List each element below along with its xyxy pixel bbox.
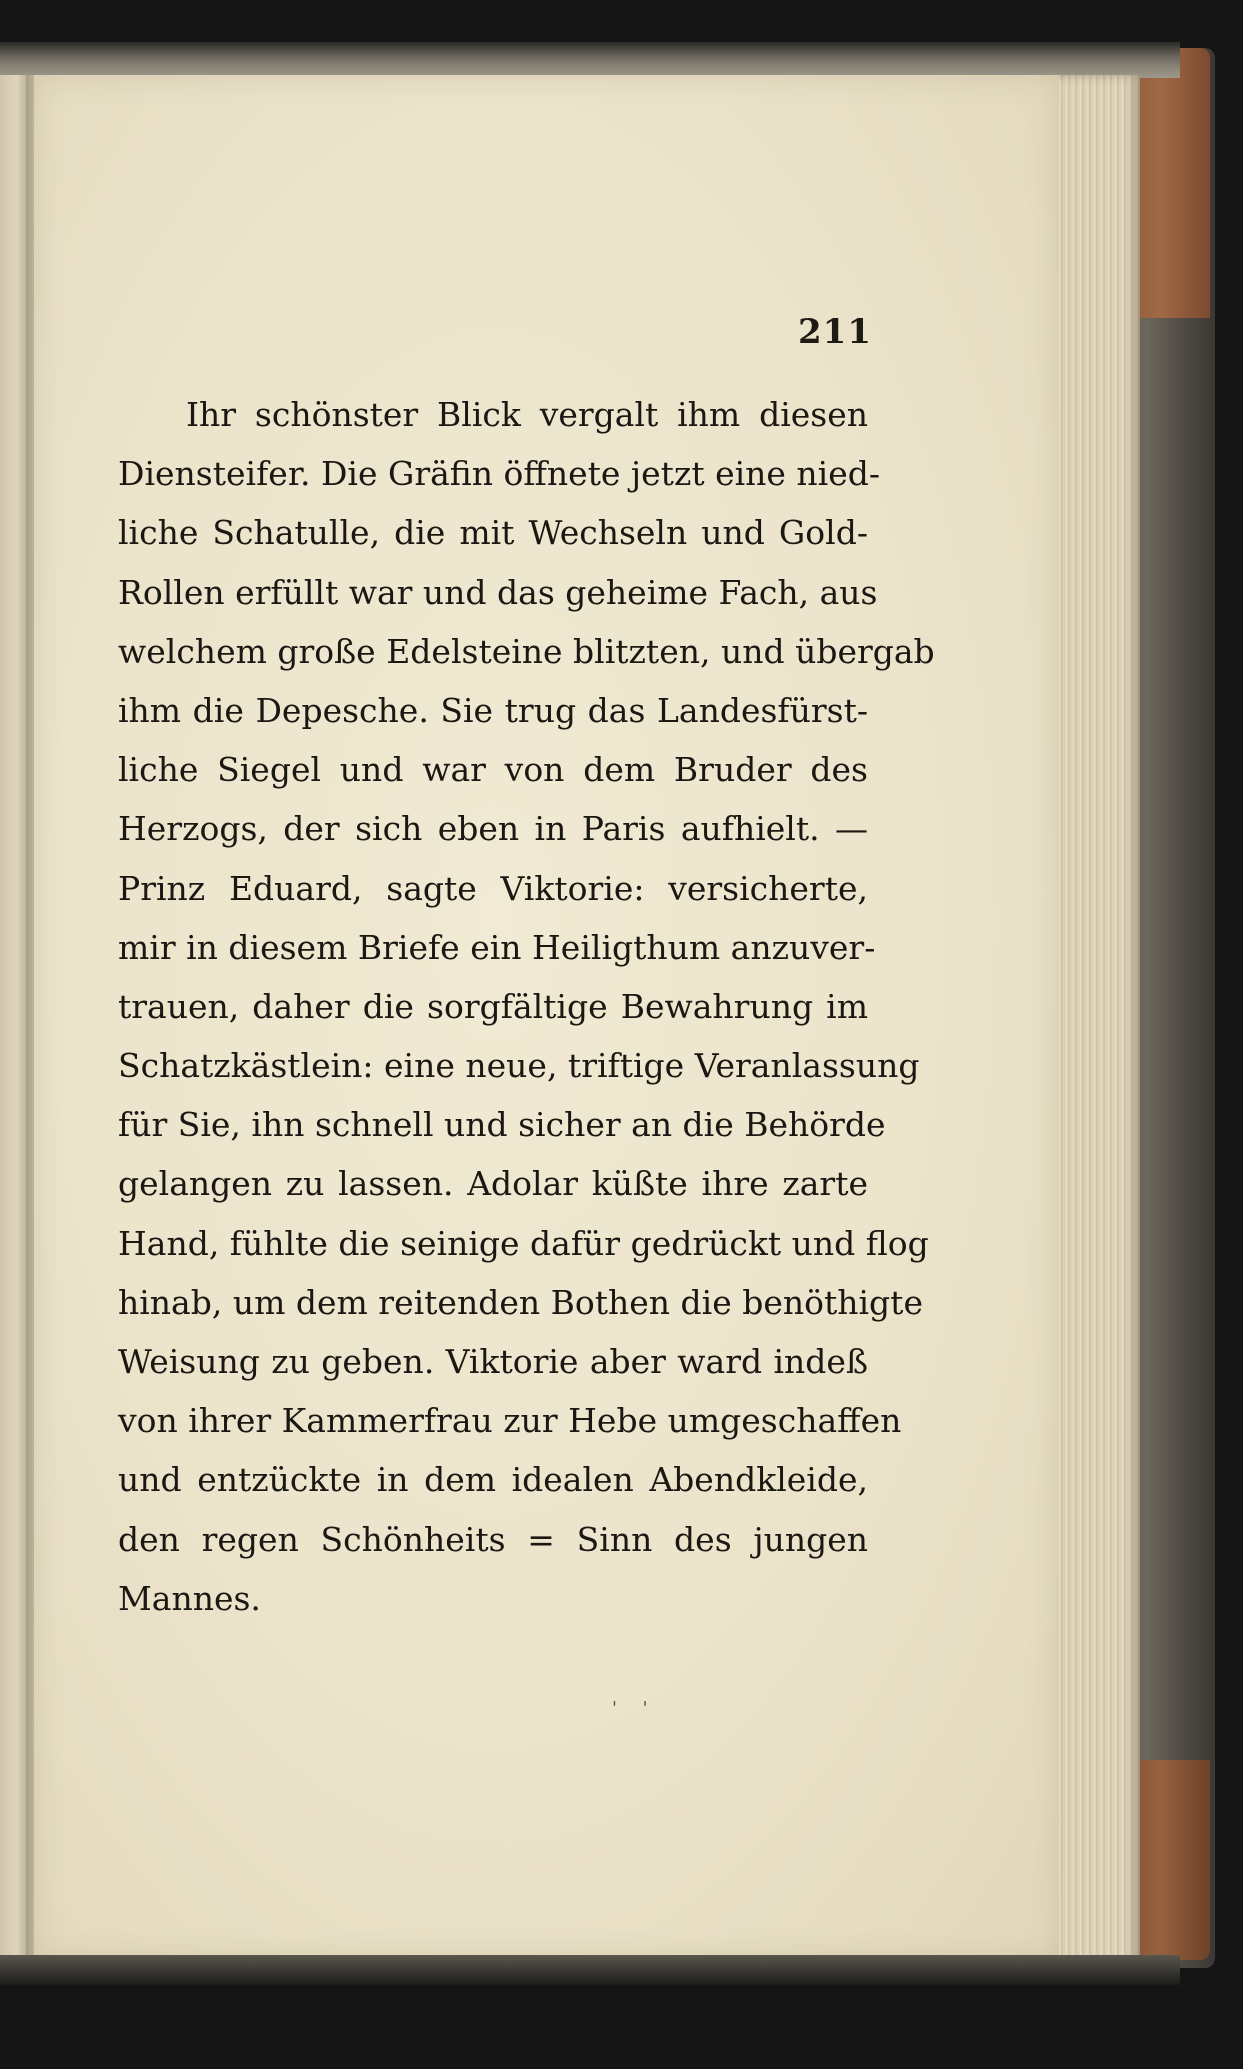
page-block-edge — [1050, 75, 1140, 1965]
text-line: hinab, um dem reitenden Bothen die benöthigte — [118, 1282, 923, 1322]
text-line: Rollen erfüllt war und das geheime Fach, aus — [118, 572, 878, 612]
printer-mark: ' ' — [612, 1698, 658, 1719]
text-line: liche Schatulle, die mit Wechseln und Gold- — [118, 513, 868, 553]
text-line: Herzogs, der sich eben in Paris aufhielt. — — [118, 809, 868, 849]
text-line: von ihrer Kammerfrau zur Hebe umgeschaffen — [118, 1401, 902, 1441]
text-line: Mannes. — [118, 1578, 261, 1618]
text-line: Prinz Eduard, sagte Viktorie: versicherte, — [118, 868, 868, 908]
text-line: liche Siegel und war von dem Bruder des — [118, 750, 868, 790]
text-line: Ihr schönster Blick vergalt ihm diesen — [186, 395, 868, 434]
text-line: mir in diesem Briefe ein Heiligthum anzuver- — [118, 927, 876, 967]
text-line: den regen Schönheits = Sinn des jungen — [118, 1519, 868, 1559]
text-line: Diensteifer. Die Gräfin öffnete jetzt eine nied- — [118, 454, 881, 494]
text-line: ihm die Depesche. Sie trug das Landesfürst- — [118, 690, 868, 730]
text-line: welchem große Edelsteine blitzten, und übergab — [118, 631, 935, 671]
text-line: und entzückte in dem idealen Abendkleide, — [118, 1460, 868, 1500]
text-line: gelangen zu lassen. Adolar küßte ihre zarte — [118, 1164, 868, 1204]
text-line: Weisung zu geben. Viktorie aber ward indeß — [118, 1342, 868, 1381]
text-line: trauen, daher die sorgfältige Bewahrung im — [118, 986, 868, 1026]
binding-top-edge — [0, 42, 1180, 78]
text-line: Hand, fühlte die seinige dafür gedrückt und flog — [118, 1223, 929, 1263]
facing-page-sliver — [0, 75, 28, 1955]
text-line: für Sie, ihn schnell und sicher an die Behörde — [118, 1105, 886, 1145]
text-line: Schatzkästlein: eine neue, triftige Veranlassung — [118, 1046, 920, 1086]
page-number: 211 — [798, 312, 872, 352]
page-text — [118, 385, 935, 1628]
binding-bottom-edge — [0, 1955, 1180, 1985]
